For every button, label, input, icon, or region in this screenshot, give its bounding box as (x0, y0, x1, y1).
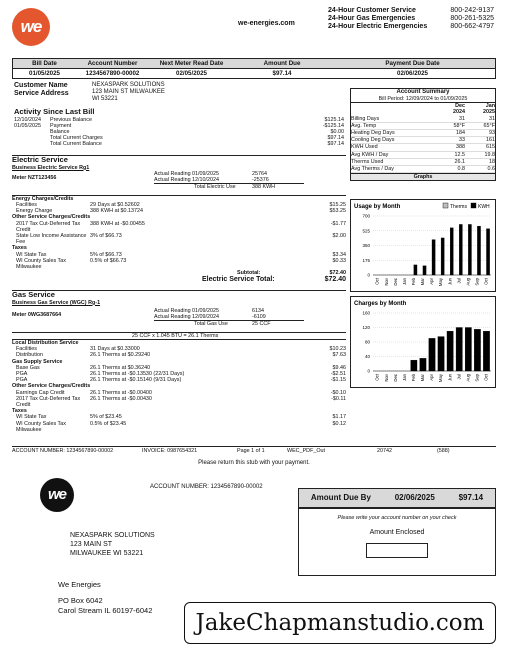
bar (483, 331, 489, 371)
stub-amount-due-date: 02/06/2025 (394, 493, 435, 503)
bar (411, 360, 417, 371)
gas-charge-row: WI State Tax 5% of $23.45 $1.17 (16, 414, 346, 421)
x-tick-label: Apr (429, 278, 435, 285)
charges-chart (350, 296, 496, 388)
electric-group-title: Other Service Charges/Credits (12, 214, 91, 221)
account-number-value: 1234567890-00002 (85, 70, 140, 78)
bar (429, 338, 435, 371)
x-tick-label: Aug (465, 374, 471, 382)
amount-enclosed-label: Amount Enclosed (369, 529, 425, 537)
x-tick-label: Nov (383, 374, 389, 382)
x-tick-label: Feb (410, 278, 416, 286)
customer-name: NEXASPARK SOLUTIONS (92, 82, 165, 88)
footer-page: Page 1 of 1 (237, 448, 265, 454)
gas-section (12, 290, 346, 433)
summary-row: Avg. Temp 58°F 65°F (351, 122, 495, 129)
chart-title: Charges by Month (354, 301, 407, 307)
legend-swatch (443, 203, 448, 208)
electric-group-title: Energy Charges/Credits (12, 195, 74, 202)
gas-charge-row: Base Gas 26.1 Therms at $0.36240 $9.46 (16, 364, 346, 371)
x-tick-label: Jun (447, 278, 453, 285)
phone-gas-emergencies: 24-Hour Gas Emergencies 800-261-5325 (328, 15, 494, 23)
bar (420, 358, 426, 371)
x-tick-label: Feb (410, 374, 416, 382)
legend-swatch (471, 203, 476, 208)
x-tick-label: Oct (483, 278, 489, 285)
x-tick-label: May (438, 374, 444, 383)
electric-reading-row: Actual Reading 12/10/2024 -25376 (154, 177, 269, 184)
gas-group-title: Taxes (12, 408, 27, 415)
gas-charge-row: PGA 26.1 Therms at -$0.13530 (22/31 Days) -$2.51 (16, 371, 346, 378)
legend-label: KWH (478, 204, 490, 210)
next-read-value: 02/05/2025 (176, 70, 207, 78)
gas-charge-row: Distribution 26.1 Therms at $0.29240 $7.63 (16, 352, 346, 359)
payment-due-header: Payment Due Date (330, 59, 495, 69)
bar (438, 337, 444, 371)
phone-electric-emergencies: 24-Hour Electric Emergencies 800-662-4797 (328, 23, 494, 31)
gas-charge-row: Earnings Cap Credit 26.1 Therms at -$0.00400 -$0.10 (16, 389, 346, 396)
bar (477, 226, 480, 275)
electric-charge-row: Energy Charge 388 KWH at $0.13724 $53.25 (16, 208, 346, 215)
amount-due-value: $97.14 (272, 70, 292, 78)
footer-number: 20742 (377, 448, 392, 454)
x-tick-label: Jan (401, 374, 407, 381)
activity-row: 01/05/2025 Payment -$125.14 (14, 122, 344, 129)
y-tick-label: 0 (367, 272, 370, 278)
bar (486, 229, 489, 275)
we-energies-logo: we (12, 8, 50, 46)
activity-row: Balance $0.00 (50, 129, 344, 136)
customer-name-label: Customer Name (14, 82, 68, 89)
amount-enclosed-field[interactable] (366, 543, 428, 558)
x-tick-label: Dec (392, 278, 398, 286)
bar (474, 329, 480, 371)
footer-code: WEC_PDF_Out (287, 448, 326, 454)
chart-title: Usage by Month (354, 204, 401, 210)
next-read-header: Next Meter Read Date (149, 59, 234, 69)
gas-group-title: Local Distribution Service (12, 340, 79, 347)
x-tick-label: Sep (474, 278, 480, 286)
graphs-title: Graphs (351, 173, 495, 180)
bar (465, 328, 471, 372)
account-summary: Account Summary Bill Period: 12/09/2024 to 01/09/2025 Dec 2024 Jan 2025 Billing Days 31 31 Avg. Temp 58°F 65°F Heating Deg Days 184 93 Cooling Deg Days 33 161 KWH Used 388 615 Avg KWH / Day 12.5 19.8 Therms Used 26.1 18 Avg Therms / Day 0.8 0.6 Graphs (351, 89, 495, 181)
y-tick-label: 160 (362, 310, 370, 316)
electric-charge-row: State Low Income Assistance Fee 3% of $66.73 $2.00 (16, 233, 346, 246)
phone-customer-service: 24-Hour Customer Service 800-242-9137 (328, 7, 494, 14)
x-tick-label: Nov (383, 278, 389, 286)
service-city: WI 53221 (92, 95, 118, 102)
x-tick-label: Jun (447, 374, 453, 381)
activity-row: 12/10/2024 Previous Balance $125.14 (14, 116, 344, 123)
y-tick-label: 40 (364, 354, 370, 359)
gas-reading-row: Actual Reading 01/09/2025 6134 (154, 307, 264, 314)
account-number-header: Account Number (76, 59, 149, 69)
x-tick-label: Jul (456, 374, 462, 380)
gas-charge-row: Facilities 31 Days at $0.33000 $10.23 (16, 346, 346, 353)
gas-title: Gas Service (12, 290, 55, 299)
bar (468, 224, 471, 275)
stub-account: ACCOUNT NUMBER: 1234567890-00002 (150, 484, 263, 490)
bar (432, 240, 435, 275)
x-tick-label: Mar (420, 278, 426, 286)
gas-charge-row: PGA 26.1 Therms at -$0.15140 (9/31 Days) -$1.15 (16, 377, 346, 384)
website-link[interactable]: we-energies.com (238, 20, 295, 27)
summary-row: Cooling Deg Days 33 161 (351, 137, 495, 144)
electric-charge-row: WI State Tax 5% of $66.73 $3.34 (16, 251, 346, 258)
service-address-label: Service Address (14, 90, 69, 98)
electric-charge-row: WI County Sales Tax Milwaukee 0.5% of $66.73 $0.33 (16, 257, 346, 271)
usage-chart-svg (351, 200, 497, 293)
gas-reading-row: Total Gas Use 25 CCF (154, 320, 304, 327)
footer-count: (588) (437, 448, 450, 454)
stub-amount-due-label: Amount Due By (310, 493, 371, 503)
gas-subtitle: Business Gas Service (WGC) Rg-1 (12, 299, 101, 306)
stub-payment-box (298, 508, 496, 576)
x-tick-label: Jan (401, 278, 407, 285)
x-tick-label: Apr (429, 374, 435, 381)
bar (447, 331, 453, 371)
summary-period: Bill Period: 12/09/2024 to 01/09/2025 (351, 96, 495, 103)
electric-total: $72.40 (324, 276, 346, 284)
x-tick-label: Oct (374, 374, 380, 381)
bill-date-header: Bill Date (13, 59, 76, 69)
stub-instructions: Please write your account number on your check (337, 515, 457, 521)
return-note: Please return this stub with your payment. (198, 460, 310, 466)
activity-row: Total Current Balance $97.14 (50, 141, 344, 148)
gas-charge-row: WI County Sales Tax Milwaukee 0.5% of $23.45 $0.12 (16, 420, 346, 433)
y-tick-label: 0 (367, 368, 370, 374)
electric-group-title: Taxes (12, 245, 27, 252)
stub-amount-due-box (298, 488, 496, 508)
summary-row: Heating Deg Days 184 93 (351, 129, 495, 136)
amount-due-header: Amount Due (234, 59, 330, 69)
legend-label: Therms (450, 204, 467, 210)
electric-subtotal-label: Subtotal: (237, 270, 261, 277)
electric-subtotal: $72.40 (329, 270, 346, 277)
summary-row: Therms Used 26.1 18 (351, 158, 495, 165)
activity-section (14, 108, 344, 148)
electric-title: Electric Service (12, 155, 68, 164)
footer-line (12, 446, 496, 454)
bar (459, 224, 462, 275)
gas-group-title: Gas Supply Service (12, 358, 63, 365)
y-tick-label: 175 (362, 257, 370, 263)
bar (441, 238, 444, 275)
gas-meter: Meter 0WG3687664 (12, 311, 62, 318)
electric-section (12, 155, 346, 285)
bar (423, 266, 426, 275)
y-tick-label: 120 (362, 325, 370, 330)
y-tick-label: 525 (362, 228, 370, 234)
bar (450, 228, 453, 275)
service-street: 123 MAIN ST MILWAUKEE (92, 88, 165, 95)
electric-charge-row: 2017 Tax Cut-Deferred Tax Credit 388 KWH at -$0.00455 -$1.77 (16, 220, 346, 233)
bill-date-value: 01/05/2025 (29, 70, 60, 78)
stub-customer-address: NEXASPARK SOLUTIONS 123 MAIN ST MILWAUKEE WI 53221 (70, 532, 155, 557)
stub-amount-due: $97.14 (458, 493, 484, 503)
summary-row: Avg KWH / Day 12.5 19.8 (351, 151, 495, 158)
x-tick-label: May (438, 278, 444, 287)
summary-row: Billing Days 31 31 (351, 115, 495, 122)
x-tick-label: Mar (420, 374, 426, 382)
activity-row: Total Current Charges $97.14 (50, 135, 344, 142)
x-tick-label: Oct (374, 278, 380, 285)
customer-block (14, 82, 344, 103)
summary-row: KWH Used 388 615 (351, 144, 495, 151)
electric-charge-row: Facilities 29 Days at $0.52602 $15.25 (16, 202, 346, 209)
x-tick-label: Aug (465, 278, 471, 286)
y-tick-label: 700 (362, 213, 370, 219)
bill-info-table (12, 58, 496, 79)
x-tick-label: Oct (483, 374, 489, 381)
charges-chart-svg (351, 297, 497, 389)
usage-chart (350, 199, 496, 292)
footer-account: ACCOUNT NUMBER: 1234567890-00002 (12, 448, 114, 454)
gas-reading-row: Actual Reading 12/09/2024 -6109 (154, 314, 266, 321)
bar (456, 328, 462, 372)
payment-due-value: 02/06/2025 (397, 70, 428, 78)
footer-invoice: INVOICE: 0987654321 (142, 448, 198, 454)
x-tick-label: Sep (474, 374, 480, 382)
summary-title: Account Summary (396, 89, 450, 95)
gas-charge-row: 2017 Tax Cut-Deferred Tax Credit 26.1 Therms at -$0.00430 -$0.11 (16, 395, 346, 409)
x-tick-label: Jul (456, 278, 462, 284)
gas-group-title: Other Service Charges/Credits (12, 383, 91, 390)
bar (414, 265, 417, 275)
watermark: JakeChapmanstudio.com (184, 602, 496, 644)
gas-conversion: 25 CCF x 1.045 BTU = 26.1 Therms (12, 332, 346, 340)
electric-reading-row: Total Electric Use 388 KWH (154, 183, 304, 190)
stub-logo: we (40, 478, 74, 512)
stub-payee-address: We Energies PO Box 6042 Carol Stream IL 60197-6042 (58, 580, 153, 616)
electric-reading-row: Actual Reading 01/09/2025 25764 (154, 170, 267, 177)
electric-total-label: Electric Service Total: (202, 276, 275, 284)
y-tick-label: 350 (362, 243, 370, 248)
electric-subtitle: Business Electric Service Rg1 (12, 164, 90, 171)
phone-list (328, 7, 494, 31)
activity-title: Activity Since Last Bill (14, 107, 95, 116)
x-tick-label: Dec (392, 374, 398, 382)
summary-row: Avg Therms / Day 0.8 0.6 (351, 165, 495, 172)
electric-meter: Meter NZT123456 (12, 174, 57, 181)
y-tick-label: 80 (364, 339, 370, 345)
